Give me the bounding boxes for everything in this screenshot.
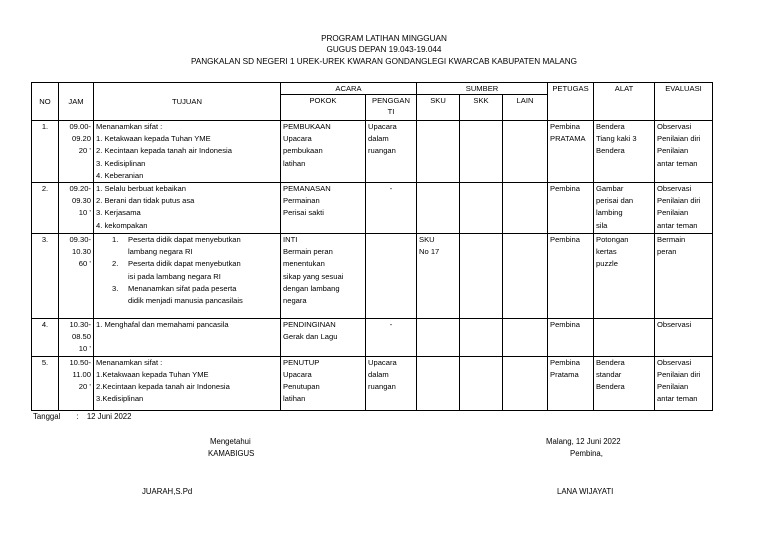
alat-line: Bendera [596, 122, 625, 131]
cell-pengganti [366, 356, 417, 410]
tujuan-item-text: Menanamkan sifat pada peserta [128, 283, 237, 293]
pokok-line: PEMBUKAAN [283, 122, 331, 131]
jam-line: 10.50- [69, 357, 91, 367]
header-no: NO [32, 83, 59, 121]
evaluasi-line: Penilaian [657, 382, 689, 392]
alat-line: standar [596, 369, 622, 379]
cell-jam [59, 356, 94, 410]
cell-alat [594, 183, 655, 234]
pengganti-line: - [389, 320, 393, 330]
evaluasi-line: Bermain [657, 235, 686, 245]
evaluasi-line: Penilaian [657, 208, 689, 218]
alat-line: sila [596, 220, 608, 230]
cell-jam [59, 121, 94, 183]
gugus-depan-line: GUGUS DEPAN 19.043-19.044 [326, 45, 442, 54]
evaluasi-line: antar teman [657, 220, 698, 230]
tujuan-item-text: Peserta didik dapat menyebutkan [128, 259, 241, 269]
cell-jam [59, 319, 94, 357]
evaluasi-line: peran [657, 247, 677, 257]
tujuan-line: 2. Berani dan tidak putus asa [96, 196, 195, 206]
pokok-line: Bermain peran [283, 247, 333, 257]
cell-tujuan [94, 121, 281, 183]
jam-line: 10.30 [71, 247, 91, 257]
cell-pokok [281, 183, 366, 234]
pokok-line: dengan lambang [283, 283, 340, 293]
jam-line: 20 ’ [78, 382, 91, 392]
jam-line: 09.30- [69, 235, 91, 245]
tujuan-item-number: 1. [112, 235, 119, 245]
cell-no: 4. [32, 319, 59, 357]
header-lain: LAIN [503, 95, 548, 121]
tujuan-item-line [96, 234, 278, 246]
petugas-line: PRATAMA [550, 134, 586, 144]
sku-line: SKU [419, 235, 435, 245]
header-pengganti-line1: PENGGAN [372, 96, 410, 105]
header-petugas: PETUGAS [548, 83, 594, 121]
pokok-line: Perisai sakti [283, 208, 324, 218]
pokok-line: Upacara [283, 369, 312, 379]
alat-line: puzzle [596, 259, 618, 269]
cell-petugas [548, 356, 594, 410]
header-pengganti [366, 95, 417, 121]
cell-pengganti [366, 319, 417, 357]
petugas-line: Pembina [550, 184, 580, 194]
tujuan-line: 4. kekompakan [96, 220, 148, 230]
tanggal-separator: : [76, 412, 79, 421]
cell-petugas [548, 121, 594, 183]
tujuan-item-number: 2. [112, 259, 119, 269]
pokok-line: negara [283, 296, 307, 306]
pokok-line: PENUTUP [283, 357, 320, 367]
pokok-line: Upacara [283, 134, 312, 144]
pangkalan-line: PANGKALAN SD NEGERI 1 UREK-UREK KWARAN GONDANGLEGI KWARCAB KABUPATEN MALANG [190, 57, 578, 66]
cell-jam [59, 234, 94, 319]
kamabigus-label: KAMABIGUS [208, 449, 255, 458]
jam-line: 08.50 [71, 332, 91, 342]
cell-skk [460, 319, 503, 357]
alat-line: lambing [596, 208, 623, 218]
cell-lain [503, 234, 548, 319]
evaluasi-line: Observasi [657, 122, 692, 131]
cell-lain [503, 183, 548, 234]
pengganti-line: dalam [368, 369, 389, 379]
tujuan-line: Menanamkan sifat : [96, 357, 163, 367]
tanggal-label: Tanggal [33, 412, 61, 421]
cell-pengganti [366, 183, 417, 234]
header-pokok: POKOK [281, 95, 366, 121]
pokok-line: Gerak dan Lagu [283, 332, 338, 342]
pokok-line: Permainan [283, 196, 320, 206]
alat-line: Bendera [596, 357, 625, 367]
mengetahui-label: Mengetahui [210, 437, 251, 446]
cell-alat [594, 234, 655, 319]
cell-sku [417, 183, 460, 234]
tujuan-line: 1. Ketakwaan kepada Tuhan YME [96, 134, 211, 144]
jam-line: 09.20- [69, 184, 91, 194]
cell-skk [460, 121, 503, 183]
tujuan-line: 1. Selalu berbuat kebaikan [96, 184, 186, 194]
pokok-line: PENDINGINAN [283, 320, 336, 330]
pokok-line: pembukaan [283, 146, 323, 156]
cell-lain [503, 356, 548, 410]
cell-sku [417, 319, 460, 357]
tujuan-line: 3. Kerjasama [96, 208, 141, 218]
jam-line: 10 ’ [78, 344, 91, 354]
cell-evaluasi [655, 121, 713, 183]
table-row [32, 234, 713, 319]
tujuan-item-text: Peserta didik dapat menyebutkan [128, 235, 241, 245]
pokok-line: latihan [283, 158, 306, 168]
cell-sku [417, 234, 460, 319]
cell-pokok [281, 356, 366, 410]
pokok-line: latihan [283, 394, 306, 404]
tujuan-line: 3. Kedisiplinan [96, 158, 146, 168]
tujuan-item-number: 3. [112, 283, 119, 293]
tujuan-line: 2. Kecintaan kepada tanah air Indonesia [96, 146, 232, 156]
alat-line: Potongan [596, 235, 629, 245]
alat-line: Tiang kaki 3 [596, 134, 637, 144]
pengganti-line: dalam [368, 134, 389, 144]
alat-line: Gambar [596, 184, 624, 194]
cell-sku [417, 121, 460, 183]
header-jam: JAM [59, 83, 94, 121]
kamabigus-signatory-name: JUARAH,S.Pd [142, 487, 193, 496]
evaluasi-line: Penilaian diri [657, 134, 701, 144]
cell-no: 2. [32, 183, 59, 234]
cell-alat [594, 319, 655, 357]
pengganti-line: ruangan [368, 382, 396, 392]
pengganti-line: - [389, 184, 393, 194]
header-sku: SKU [417, 95, 460, 121]
jam-line: 09.00- [69, 122, 91, 131]
cell-tujuan [94, 319, 281, 357]
tanggal-value: 12 Juni 2022 [86, 412, 132, 421]
cell-petugas [548, 319, 594, 357]
program-table [31, 82, 713, 411]
cell-evaluasi [655, 183, 713, 234]
cell-pokok [281, 234, 366, 319]
header-sumber: SUMBER [417, 83, 548, 95]
table-row [32, 356, 713, 410]
pembina-label: Pembina, [570, 449, 603, 458]
pengganti-line: Upacara [368, 122, 397, 131]
jam-line: 20 ’ [78, 146, 91, 156]
evaluasi-line: antar teman [657, 394, 698, 404]
tanggal-line [33, 411, 131, 422]
alat-line: Bendera [596, 382, 625, 392]
jam-line: 11.00 [72, 369, 91, 379]
cell-tujuan [94, 356, 281, 410]
header-alat: ALAT [594, 83, 655, 121]
cell-evaluasi [655, 319, 713, 357]
pokok-line: INTI [283, 235, 298, 245]
cell-no: 5. [32, 356, 59, 410]
evaluasi-line: Observasi [657, 320, 692, 330]
cell-skk [460, 356, 503, 410]
header-evaluasi: EVALUASI [655, 83, 713, 121]
header-tujuan: TUJUAN [94, 83, 281, 121]
evaluasi-line: Penilaian [657, 146, 689, 156]
cell-petugas [548, 183, 594, 234]
document-title: PROGRAM LATIHAN MINGGUAN [321, 34, 447, 43]
petugas-line: Pembina [550, 122, 580, 131]
header-acara: ACARA [281, 83, 417, 95]
evaluasi-line: Penilaian diri [657, 369, 701, 379]
cell-lain [503, 121, 548, 183]
alat-line: Bendera [596, 146, 625, 156]
cell-alat [594, 356, 655, 410]
evaluasi-line: Observasi [657, 184, 692, 194]
jam-line: 09.30 [71, 196, 91, 206]
cell-evaluasi [655, 234, 713, 319]
tujuan-line: 2.Kecintaan kepada tanah air Indonesia [96, 382, 230, 392]
cell-tujuan [94, 183, 281, 234]
alat-line: kertas [596, 247, 617, 257]
header-skk: SKK [460, 95, 503, 121]
cell-pokok [281, 121, 366, 183]
place-date: Malang, 12 Juni 2022 [546, 437, 621, 446]
header-pengganti-line2: TI [387, 107, 395, 116]
cell-evaluasi [655, 356, 713, 410]
pengganti-line: ruangan [368, 146, 396, 156]
cell-alat [594, 121, 655, 183]
table-row [32, 319, 713, 357]
tujuan-line: 1.Ketakwaan kepada Tuhan YME [96, 369, 209, 379]
jam-line: 60 ’ [78, 259, 91, 269]
pokok-line: Penutupan [283, 382, 320, 392]
tujuan-item-line: isi pada lambang negara RI [128, 271, 221, 281]
tujuan-item-line [96, 258, 278, 270]
jam-line: 09.20 [71, 134, 91, 144]
cell-skk [460, 183, 503, 234]
pembina-signatory-name: LANA WIJAYATI [557, 487, 614, 496]
cell-no: 3. [32, 234, 59, 319]
cell-lain [503, 319, 548, 357]
cell-pengganti [366, 121, 417, 183]
sku-line: No 17 [419, 247, 440, 257]
petugas-line: Pembina [550, 235, 580, 245]
cell-skk [460, 234, 503, 319]
table-row [32, 183, 713, 234]
tujuan-line: 3.Kedisiplinan [96, 394, 144, 404]
evaluasi-line: Observasi [657, 357, 692, 367]
jam-line: 10 ’ [78, 208, 91, 218]
evaluasi-line: antar teman [657, 158, 698, 168]
cell-sku [417, 356, 460, 410]
tujuan-item-line: lambang negara RI [128, 247, 193, 257]
evaluasi-line: Penilaian diri [657, 196, 701, 206]
jam-line: 10.30- [69, 320, 91, 330]
cell-pokok [281, 319, 366, 357]
cell-tujuan [94, 234, 281, 319]
cell-jam [59, 183, 94, 234]
pengganti-line: Upacara [368, 357, 397, 367]
cell-no: 1. [32, 121, 59, 183]
cell-pengganti [366, 234, 417, 319]
tujuan-item-line: didik menjadi manusia pancasilais [128, 296, 243, 306]
tujuan-line: 1. Menghafal dan memahami pancasila [96, 320, 229, 330]
tujuan-line: 4. Keberanian [96, 170, 144, 180]
pokok-line: menentukan [283, 259, 325, 269]
petugas-line: Pembina [550, 320, 580, 330]
cell-petugas [548, 234, 594, 319]
petugas-line: Pembina [550, 357, 580, 367]
alat-line: perisai dan [596, 196, 634, 206]
pokok-line: PEMANASAN [283, 184, 331, 194]
pokok-line: sikap yang sesuai [283, 271, 344, 281]
tujuan-item-line [96, 283, 278, 295]
tujuan-line: Menanamkan sifat : [96, 122, 163, 131]
table-row [32, 121, 713, 183]
petugas-line: Pratama [550, 369, 579, 379]
